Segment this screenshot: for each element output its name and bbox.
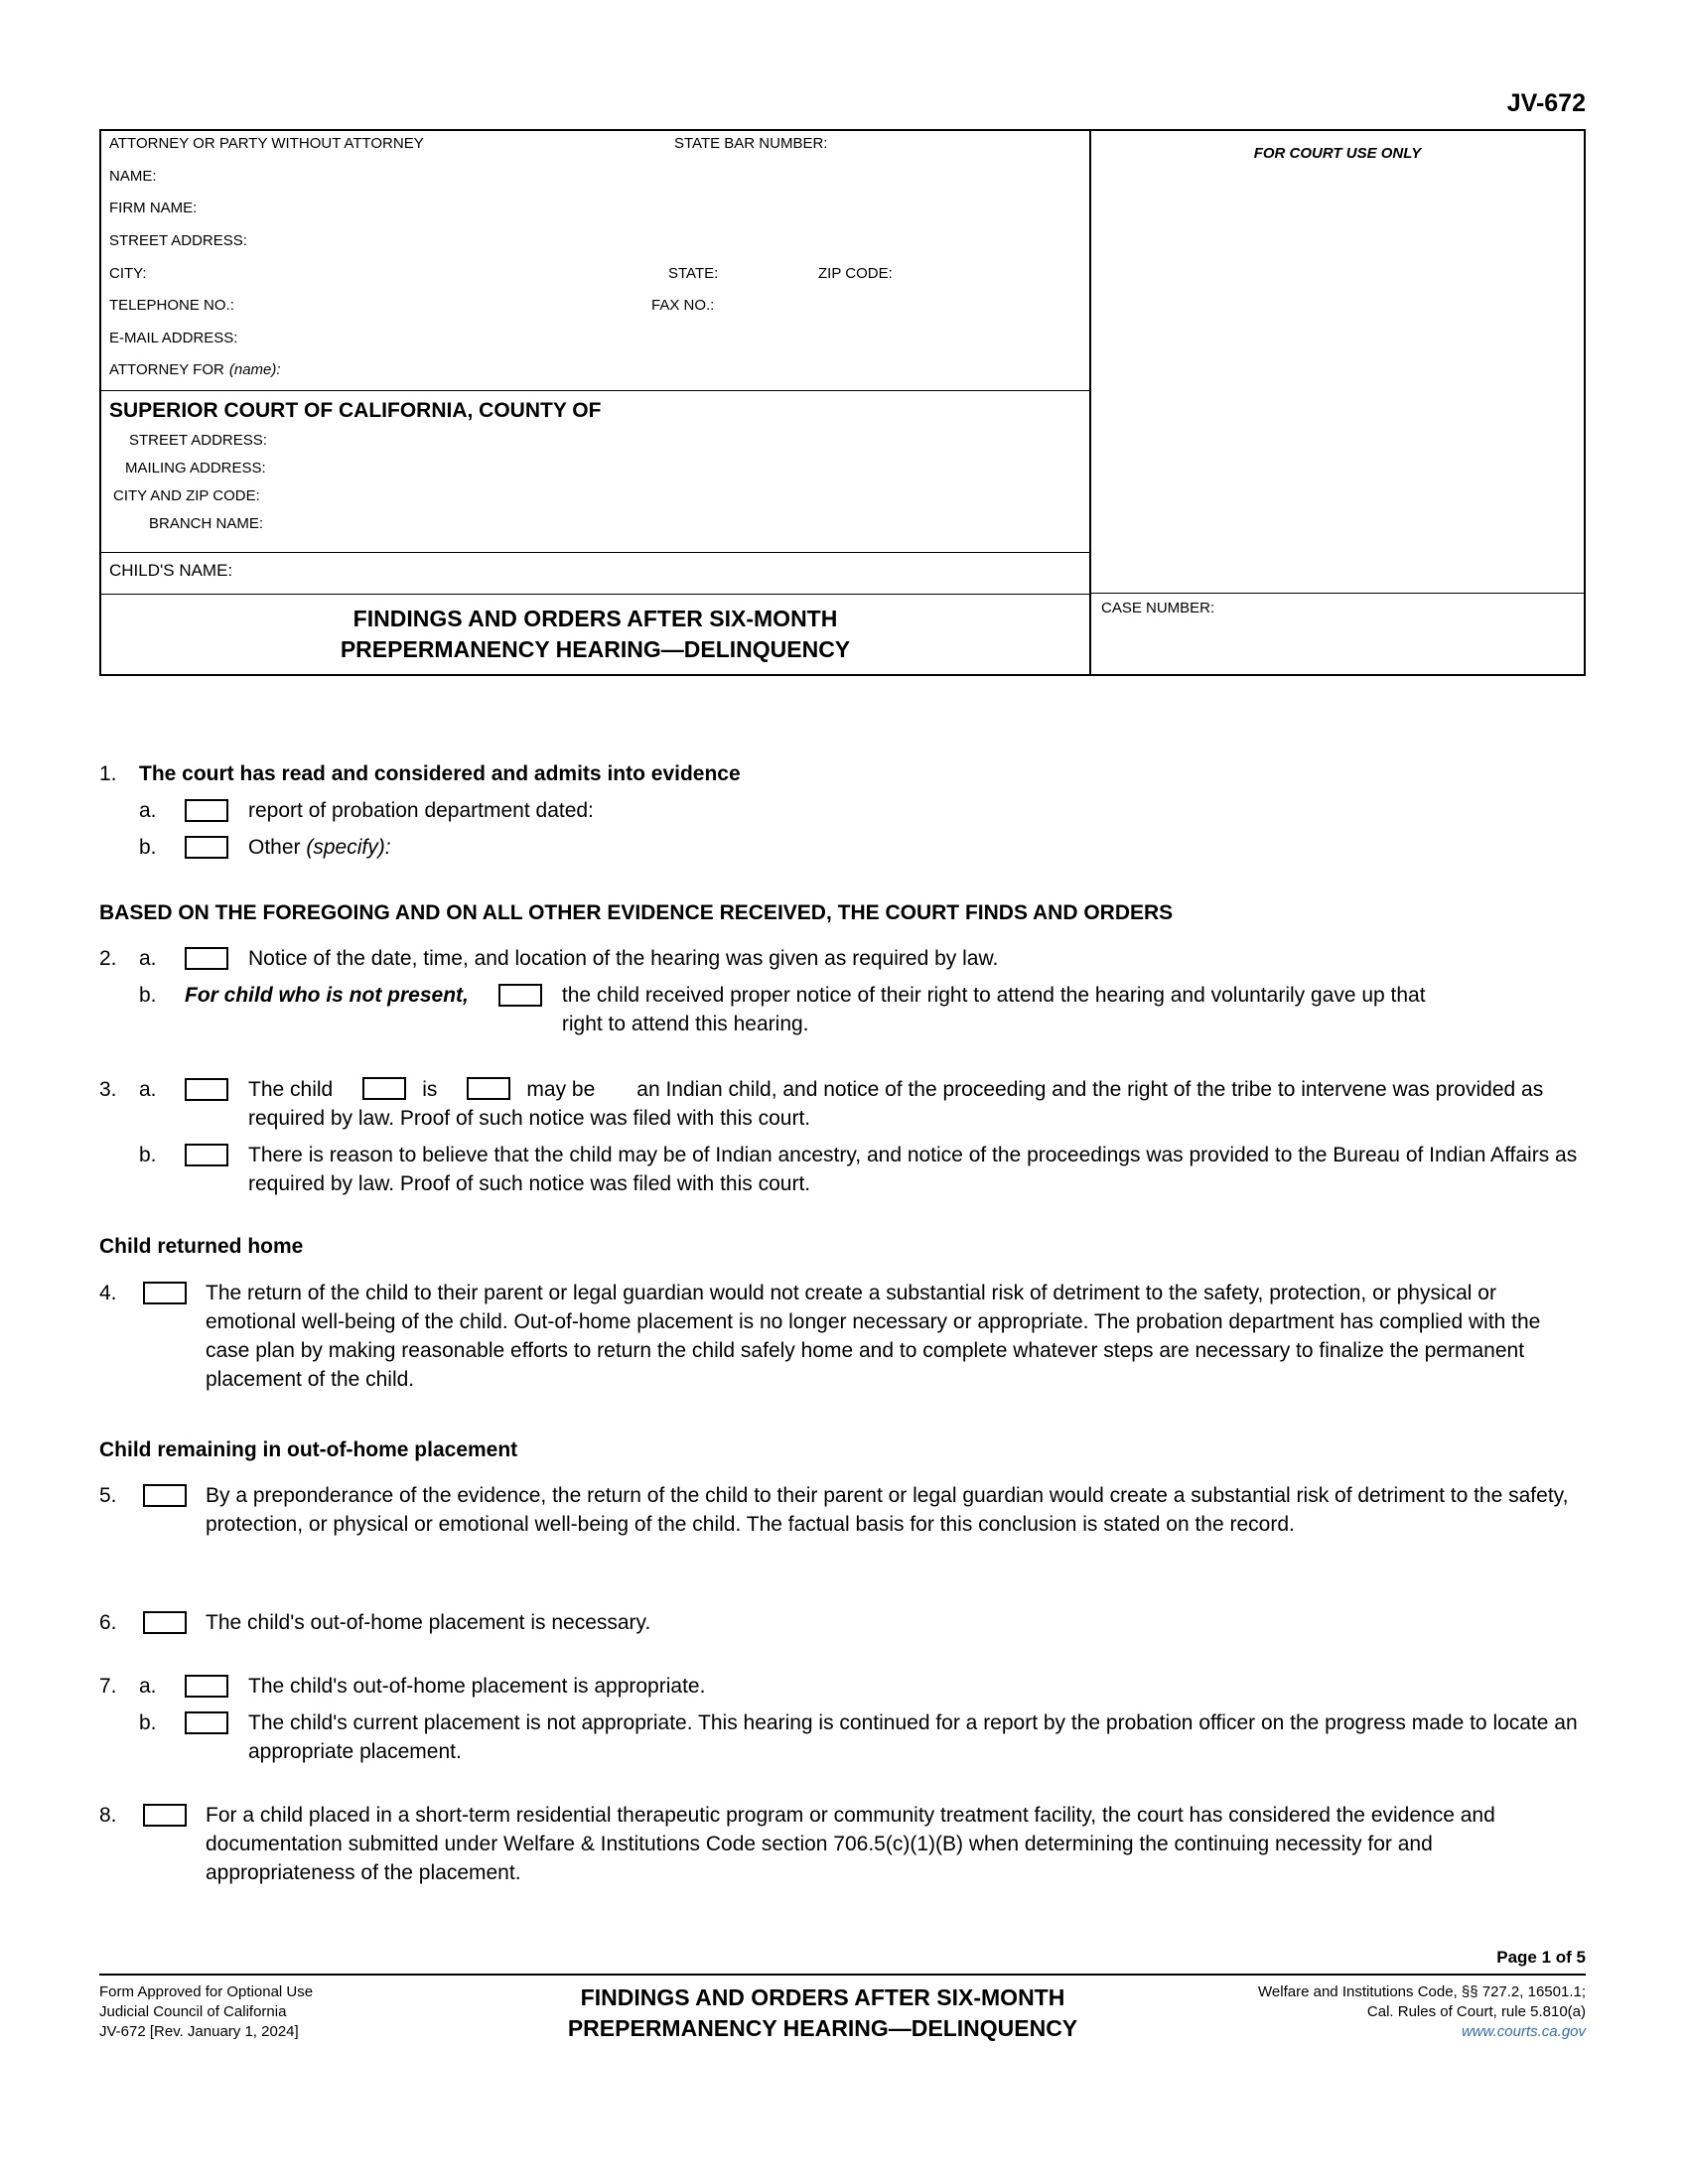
checkbox-1a[interactable]	[185, 799, 228, 822]
caption-left-column	[101, 131, 1089, 674]
child-remaining-heading: Child remaining in out-of-home placement	[99, 1438, 518, 1461]
item-1-text: The court has read and considered and admits into evidence	[139, 762, 741, 785]
finds-and-orders-heading: BASED ON THE FOREGOING AND ON ALL OTHER EVIDENCE RECEIVED, THE COURT FINDS AND ORDERS	[99, 901, 1174, 924]
checkbox-5[interactable]	[143, 1484, 187, 1507]
item-3a-is-label: is	[422, 1078, 438, 1101]
item-3	[99, 1075, 1586, 1198]
fax-label: FAX NO.:	[651, 297, 715, 315]
item-7-number: 7.	[99, 1675, 117, 1698]
item-2b-intro: For child who is not present,	[185, 984, 469, 1007]
item-2-number: 2.	[99, 947, 117, 970]
item-3a-letter: a.	[139, 1078, 157, 1101]
zip-code-input[interactable]	[893, 265, 1081, 279]
zip-code-label: ZIP CODE:	[818, 264, 893, 282]
item-3-number: 3.	[99, 1078, 117, 1101]
court-city-zip-input[interactable]	[260, 487, 1081, 504]
item-6-number: 6.	[99, 1611, 117, 1634]
firm-name-input[interactable]	[197, 200, 1081, 213]
item-2a-letter: a.	[139, 947, 157, 970]
footer-approved-line2: Judicial Council of California	[99, 2003, 287, 2020]
checkbox-4[interactable]	[143, 1282, 187, 1304]
item-6-text: The child's out-of-home placement is necessary.	[206, 1611, 651, 1634]
court-street-label: STREET ADDRESS:	[129, 432, 267, 449]
item-1b-text	[248, 833, 1586, 862]
item-7a-letter: a.	[139, 1675, 157, 1698]
footer-form-revision: JV-672 [Rev. January 1, 2024]	[99, 2023, 299, 2040]
caption-right-column	[1089, 131, 1584, 674]
footer-title-line1: FINDINGS AND ORDERS AFTER SIX-MONTH	[580, 1984, 1065, 2010]
fax-input[interactable]	[714, 297, 1081, 311]
item-3a-indian-child-text: an Indian child, and notice of the proceeding and the right of the tribe to intervene was provided as required by law. Proof of such notice was filed with this court.	[248, 1078, 1544, 1130]
child-returned-home-heading: Child returned home	[99, 1235, 304, 1258]
item-3b-letter: b.	[139, 1144, 157, 1166]
court-mailing-input[interactable]	[266, 460, 1081, 477]
footer-form-title	[477, 1982, 1169, 2044]
checkbox-3a[interactable]	[185, 1078, 228, 1101]
checkbox-7a[interactable]	[185, 1675, 228, 1698]
courts-website-link[interactable]: www.courts.ca.gov	[1461, 2023, 1586, 2040]
court-city-zip-label: CITY AND ZIP CODE:	[113, 487, 260, 504]
item-2b-letter: b.	[139, 984, 157, 1007]
court-section	[101, 391, 1089, 553]
item-8-number: 8.	[99, 1804, 117, 1827]
item-7	[99, 1672, 1586, 1766]
street-address-label: STREET ADDRESS:	[109, 231, 247, 249]
page-number: Page 1 of 5	[1496, 1948, 1586, 1967]
form-title-line2: PREPERMANENCY HEARING—DELINQUENCY	[340, 636, 851, 662]
item-7b-letter: b.	[139, 1711, 157, 1734]
item-4	[99, 1279, 1586, 1394]
item-7a-text: The child's out-of-home placement is appropriate.	[248, 1675, 706, 1698]
city-label: CITY:	[109, 264, 147, 282]
item-1	[99, 759, 1586, 862]
footer-approval-block	[99, 1982, 477, 2042]
state-bar-label: STATE BAR NUMBER:	[674, 135, 828, 152]
superior-court-title: SUPERIOR COURT OF CALIFORNIA, COUNTY OF	[109, 399, 602, 422]
court-mailing-label: MAILING ADDRESS:	[125, 460, 266, 477]
footer-approved-line1: Form Approved for Optional Use	[99, 1983, 314, 2000]
court-branch-input[interactable]	[263, 515, 1081, 532]
state-label: STATE:	[668, 264, 719, 282]
court-branch-label: BRANCH NAME:	[149, 515, 264, 532]
attorney-for-input[interactable]	[281, 361, 1081, 375]
caption-box	[99, 129, 1586, 676]
child-name-input[interactable]	[232, 561, 1081, 586]
checkbox-1b[interactable]	[185, 836, 228, 859]
state-bar-input[interactable]	[827, 135, 1081, 149]
name-input[interactable]	[157, 168, 1081, 182]
item-1a-letter: a.	[139, 799, 157, 822]
checkbox-3a-is[interactable]	[362, 1077, 406, 1100]
item-3a-the-child: The child	[248, 1078, 334, 1101]
child-name-row	[101, 553, 1089, 595]
item-6	[99, 1608, 1586, 1637]
firm-name-label: FIRM NAME:	[109, 200, 198, 217]
checkbox-7b[interactable]	[185, 1711, 228, 1734]
email-label: E-MAIL ADDRESS:	[109, 329, 238, 346]
item-3b-text: There is reason to believe that the child may be of Indian ancestry, and notice of the proceedings was provided to the Bureau of Indian Affairs as required by law. Proof of such notice was filed with this court.	[248, 1144, 1578, 1195]
form-title-line1: FINDINGS AND ORDERS AFTER SIX-MONTH	[352, 606, 838, 631]
item-8-text: For a child placed in a short-term residential therapeutic program or community treatment facility, the court has considered the evidence and documentation submitted under Welfare & Institutions Code section 706.5(c)(1)(B) when determining the continuing necessity for and appropriateness of the placement.	[206, 1804, 1495, 1884]
item-7b-text: The child's current placement is not appropriate. This hearing is continued for a report by the probation officer on the progress made to locate an appropriate placement.	[248, 1711, 1578, 1763]
email-input[interactable]	[237, 330, 1081, 343]
for-court-use-label: FOR COURT USE ONLY	[1253, 145, 1422, 162]
item-4-number: 4.	[99, 1282, 117, 1304]
item-1b-specify-label: (specify):	[306, 836, 391, 859]
form-number: JV-672	[1506, 89, 1586, 117]
checkbox-6[interactable]	[143, 1611, 187, 1634]
item-5	[99, 1481, 1586, 1539]
item-2a-text: Notice of the date, time, and location of the hearing was given as required by law.	[248, 947, 999, 970]
item-1a-text: report of probation department dated:	[248, 799, 594, 822]
checkbox-3b[interactable]	[185, 1144, 228, 1166]
street-address-input[interactable]	[247, 232, 1081, 246]
attorney-for-name-label: (name):	[228, 361, 281, 379]
footer-title-line2: PREPERMANENCY HEARING—DELINQUENCY	[567, 2015, 1078, 2041]
item-1b-other-label: Other	[248, 836, 301, 859]
court-street-input[interactable]	[267, 432, 1081, 449]
attorney-for-label: ATTORNEY FOR	[109, 361, 224, 379]
checkbox-2a[interactable]	[185, 947, 228, 970]
case-number-label: CASE NUMBER:	[1101, 600, 1215, 616]
footer-legal-refs	[1169, 1982, 1586, 2042]
checkbox-2b[interactable]	[498, 984, 542, 1007]
child-name-label: CHILD'S NAME:	[109, 561, 233, 580]
checkbox-3a-may-be[interactable]	[467, 1077, 510, 1100]
form-title	[101, 595, 1089, 674]
telephone-label: TELEPHONE NO.:	[109, 297, 234, 315]
name-label: NAME:	[109, 167, 157, 185]
item-1b-letter: b.	[139, 836, 157, 859]
item-1-number: 1.	[99, 762, 117, 785]
item-3a-may-be-label: may be	[526, 1078, 596, 1101]
item-5-number: 5.	[99, 1484, 117, 1507]
footer	[99, 1974, 1586, 2044]
footer-code-line2: Cal. Rules of Court, rule 5.810(a)	[1366, 2003, 1586, 2020]
item-4-text: The return of the child to their parent or legal guardian would not create a substantial risk of detriment to the safety, protection, or physical or emotional well-being of the child. Out-of-home placement is no longer necessary or appropriate. The probation department has complied with the case plan by making reasonable efforts to return the child safely home and to complete whatever steps are necessary to finalize the permanent placement of the child.	[206, 1282, 1541, 1391]
case-number-box	[1091, 593, 1584, 674]
attorney-section	[101, 131, 1089, 391]
case-number-input[interactable]	[1101, 616, 1574, 668]
item-5-text: By a preponderance of the evidence, the return of the child to their parent or legal guardian would create a substantial risk of detriment to the safety, protection, or physical or emotional well-being of the child. The factual basis for this conclusion is stated on the record.	[206, 1484, 1569, 1536]
item-3a-text	[248, 1075, 1586, 1133]
attorney-party-label: ATTORNEY OR PARTY WITHOUT ATTORNEY	[109, 135, 424, 152]
checkbox-8[interactable]	[143, 1804, 187, 1827]
item-2	[99, 944, 1586, 1038]
item-2b-text: the child received proper notice of their right to attend the hearing and voluntarily gave up that right to attend this hearing.	[561, 984, 1426, 1035]
item-8	[99, 1801, 1586, 1887]
footer-code-line1: Welfare and Institutions Code, §§ 727.2, 16501.1;	[1258, 1983, 1586, 2000]
